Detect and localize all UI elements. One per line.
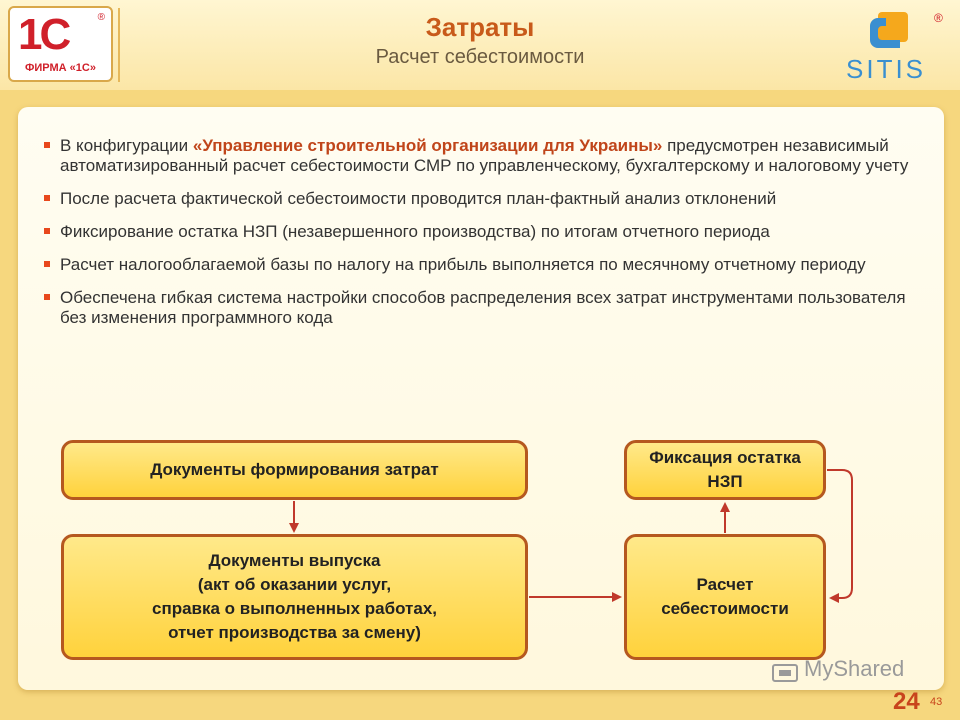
cost-calculation-line: Расчет	[696, 575, 754, 594]
page-title: Затраты	[425, 12, 535, 42]
bullet-text: Расчет налогооблагаемой базы по налогу на прибыль выполняется по месячному отчетному периоду	[60, 255, 866, 274]
output-documents-line: Документы выпуска	[208, 551, 381, 570]
cost-calculation-line: себестоимости	[661, 599, 789, 618]
page-number: 24	[893, 688, 920, 715]
myshared-logo-icon	[770, 661, 800, 685]
arrow-wip-to-calculation	[827, 470, 852, 598]
1c-logo-mark: 1С	[18, 10, 69, 59]
output-documents-line: справка о выполненных работах,	[151, 599, 437, 618]
sitis-logo-text: SITIS	[846, 54, 927, 84]
svg-text:®: ®	[934, 11, 943, 25]
bullet-text: предусмотрен независимый автоматизированный расчет себестоимости СМР по управленческому, бухгалтерскому и налоговому учету	[60, 136, 909, 175]
wip-fixation-line: Фиксация остатка	[649, 448, 801, 467]
output-documents-line: (акт об оказании услуг,	[197, 575, 392, 594]
watermark-text: MyShared	[804, 656, 905, 681]
cost-documents-label: Документы формирования затрат	[150, 460, 439, 479]
page-subtitle: Расчет себестоимости	[375, 46, 585, 68]
registered-mark: ®	[97, 12, 105, 23]
wip-fixation-line: НЗП	[707, 472, 743, 491]
output-documents-line: отчет производства за смену)	[168, 623, 421, 642]
bullet-text: После расчета фактической себестоимости проводится план-фактный анализ отклонений	[60, 189, 777, 208]
config-name-highlight: «Управление строительной организации для Украины»	[192, 136, 663, 155]
bullet-text: Обеспечена гибкая система настройки способов распределения всех затрат инструментами пользователя без изменения программного кода	[60, 288, 906, 327]
page-number-small: 43	[930, 696, 943, 708]
bullet-text: Фиксирование остатка НЗП (незавершенного производства) по итогам отчетного периода	[60, 222, 770, 241]
1c-logo-firm: ФИРМА «1С»	[25, 62, 96, 74]
bullet-text: В конфигурации	[60, 136, 193, 155]
